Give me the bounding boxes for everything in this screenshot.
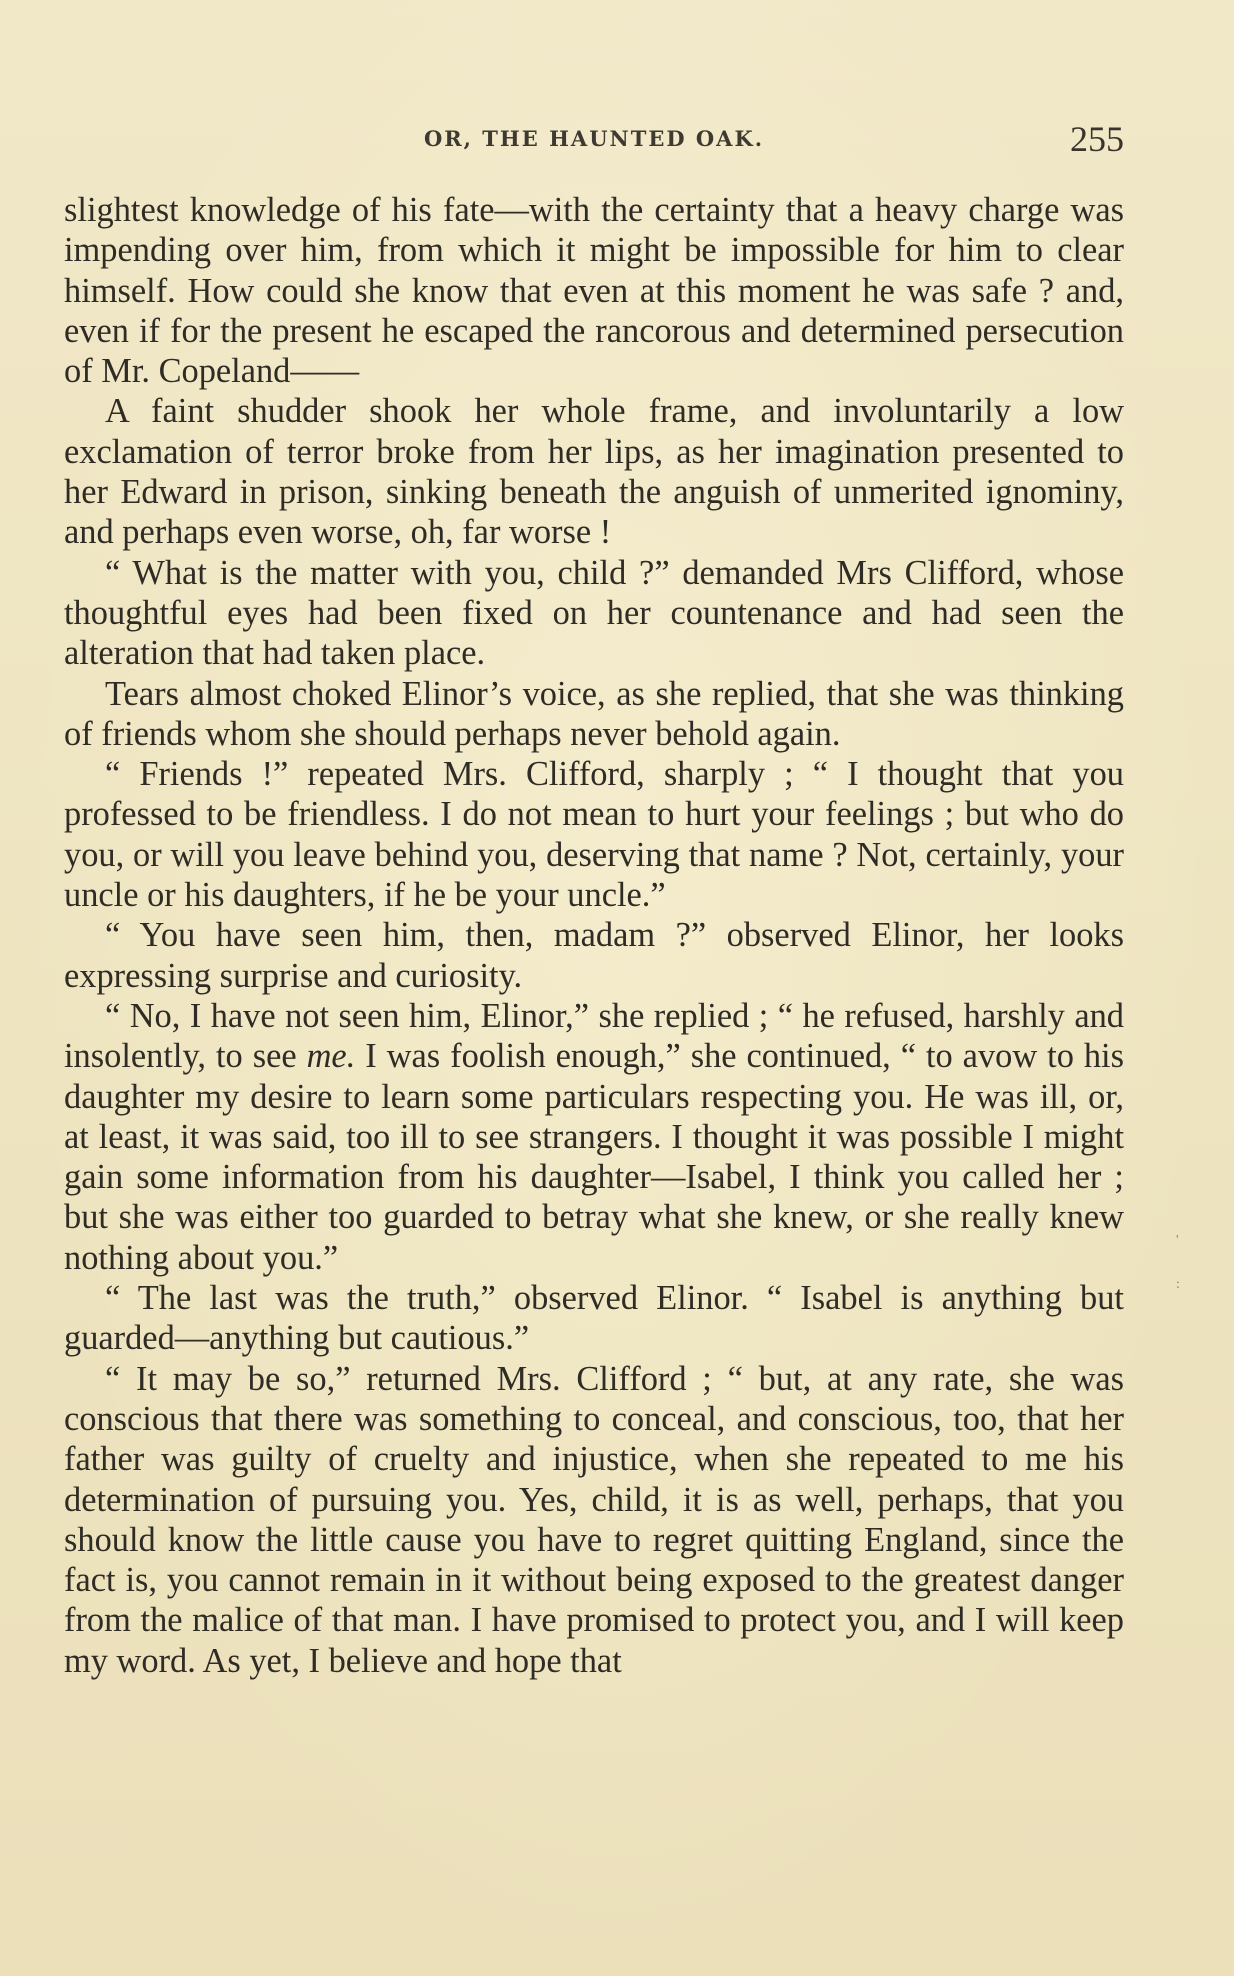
paragraph: [64, 190, 1124, 391]
paragraph-text: “ What is the matter with you, child ?” demanded Mrs Clifford, whose thoughtful eyes had been fixed on her countenance and had seen the alteration that had taken place.: [64, 553, 1124, 673]
paragraph-text: Tears almost choked Elinor’s voice, as she replied, that she was thinking of friends whom she should perhaps never behold again.: [64, 674, 1124, 753]
paragraph: [64, 996, 1124, 1278]
paragraph-text: “ It may be so,” returned Mrs. Clifford ; “ but, at any rate, she was conscious that there was something to conceal, and conscious, too, that her father was guilty of cruelty and injustice, when she repeated to me his determination of pursuing you. Yes, child, it is as well, perhaps, that you should know the little cause you have to regret quitting England, since the fact is, you cannot remain in it without being exposed to the greatest danger from the malice of that man. I have promised to protect you, and I will keep my word. As yet, I believe and hope that: [64, 1359, 1124, 1680]
running-title: OR, THE HAUNTED OAK.: [423, 126, 765, 151]
body-text: [64, 190, 1124, 1681]
paragraph: [64, 754, 1124, 915]
margin-speck: :: [1176, 1277, 1180, 1292]
bleed-through-text: [510, 1925, 770, 1975]
paragraph-text: slightest knowledge of his fate—with the certainty that a heavy charge was impending over him, from which it might be impossible for him to clear himself. How could she know that even at this moment he was safe ? and, even if for the present he escaped the rancorous and determined persecution of Mr. Copeland——: [64, 191, 1124, 391]
paragraph: [64, 1359, 1124, 1681]
paragraph-text: “ Friends !” repeated Mrs. Clifford, sharply ; “ I thought that you professed to be friendless. I do not mean to hurt your feelings ; but who do you, or will you leave behind you, deserving that name ? Not, certainly, your uncle or his daughters, if he be your uncle.”: [64, 755, 1124, 915]
paragraph-text: “ You have seen him, then, madam ?” observed Elinor, her looks expressing surprise and curiosity.: [64, 916, 1124, 995]
paragraph-text: “ The last was the truth,” observed Elinor. “ Isabel is anything but guarded—anything but cautious.”: [64, 1279, 1124, 1358]
page-number: 255: [1070, 119, 1124, 159]
paragraph: [64, 915, 1124, 996]
paragraph: [64, 553, 1124, 674]
paragraph-text: I was foolish enough,” she continued, “ to avow to his daughter my desire to learn some particulars respecting you. He was ill, or, at least, it was said, too ill to see strangers. I thought it was possible I might gain some information from his daughter—Isabel, I think you called her ; but she was either too guarded to betray what she knew, or she really knew nothing about you.”: [64, 1037, 1124, 1277]
paragraph-text: A faint shudder shook her whole frame, and involuntarily a low exclamation of terror broke from her lips, as her imagination presented to her Edward in prison, sinking beneath the anguish of unmerited ignominy, and perhaps even worse, oh, far worse !: [64, 392, 1124, 552]
paragraph: [64, 1278, 1124, 1359]
emphasis-text: me.: [306, 1037, 356, 1076]
margin-speck: ': [1176, 1233, 1179, 1248]
paragraph-text: “ No, I have not seen him, Elinor,” she replied ; “ he refused, harshly and insolently, to see: [64, 996, 1124, 1076]
paragraph: [64, 391, 1124, 552]
paragraph: [64, 674, 1124, 755]
running-head: [64, 118, 1124, 158]
